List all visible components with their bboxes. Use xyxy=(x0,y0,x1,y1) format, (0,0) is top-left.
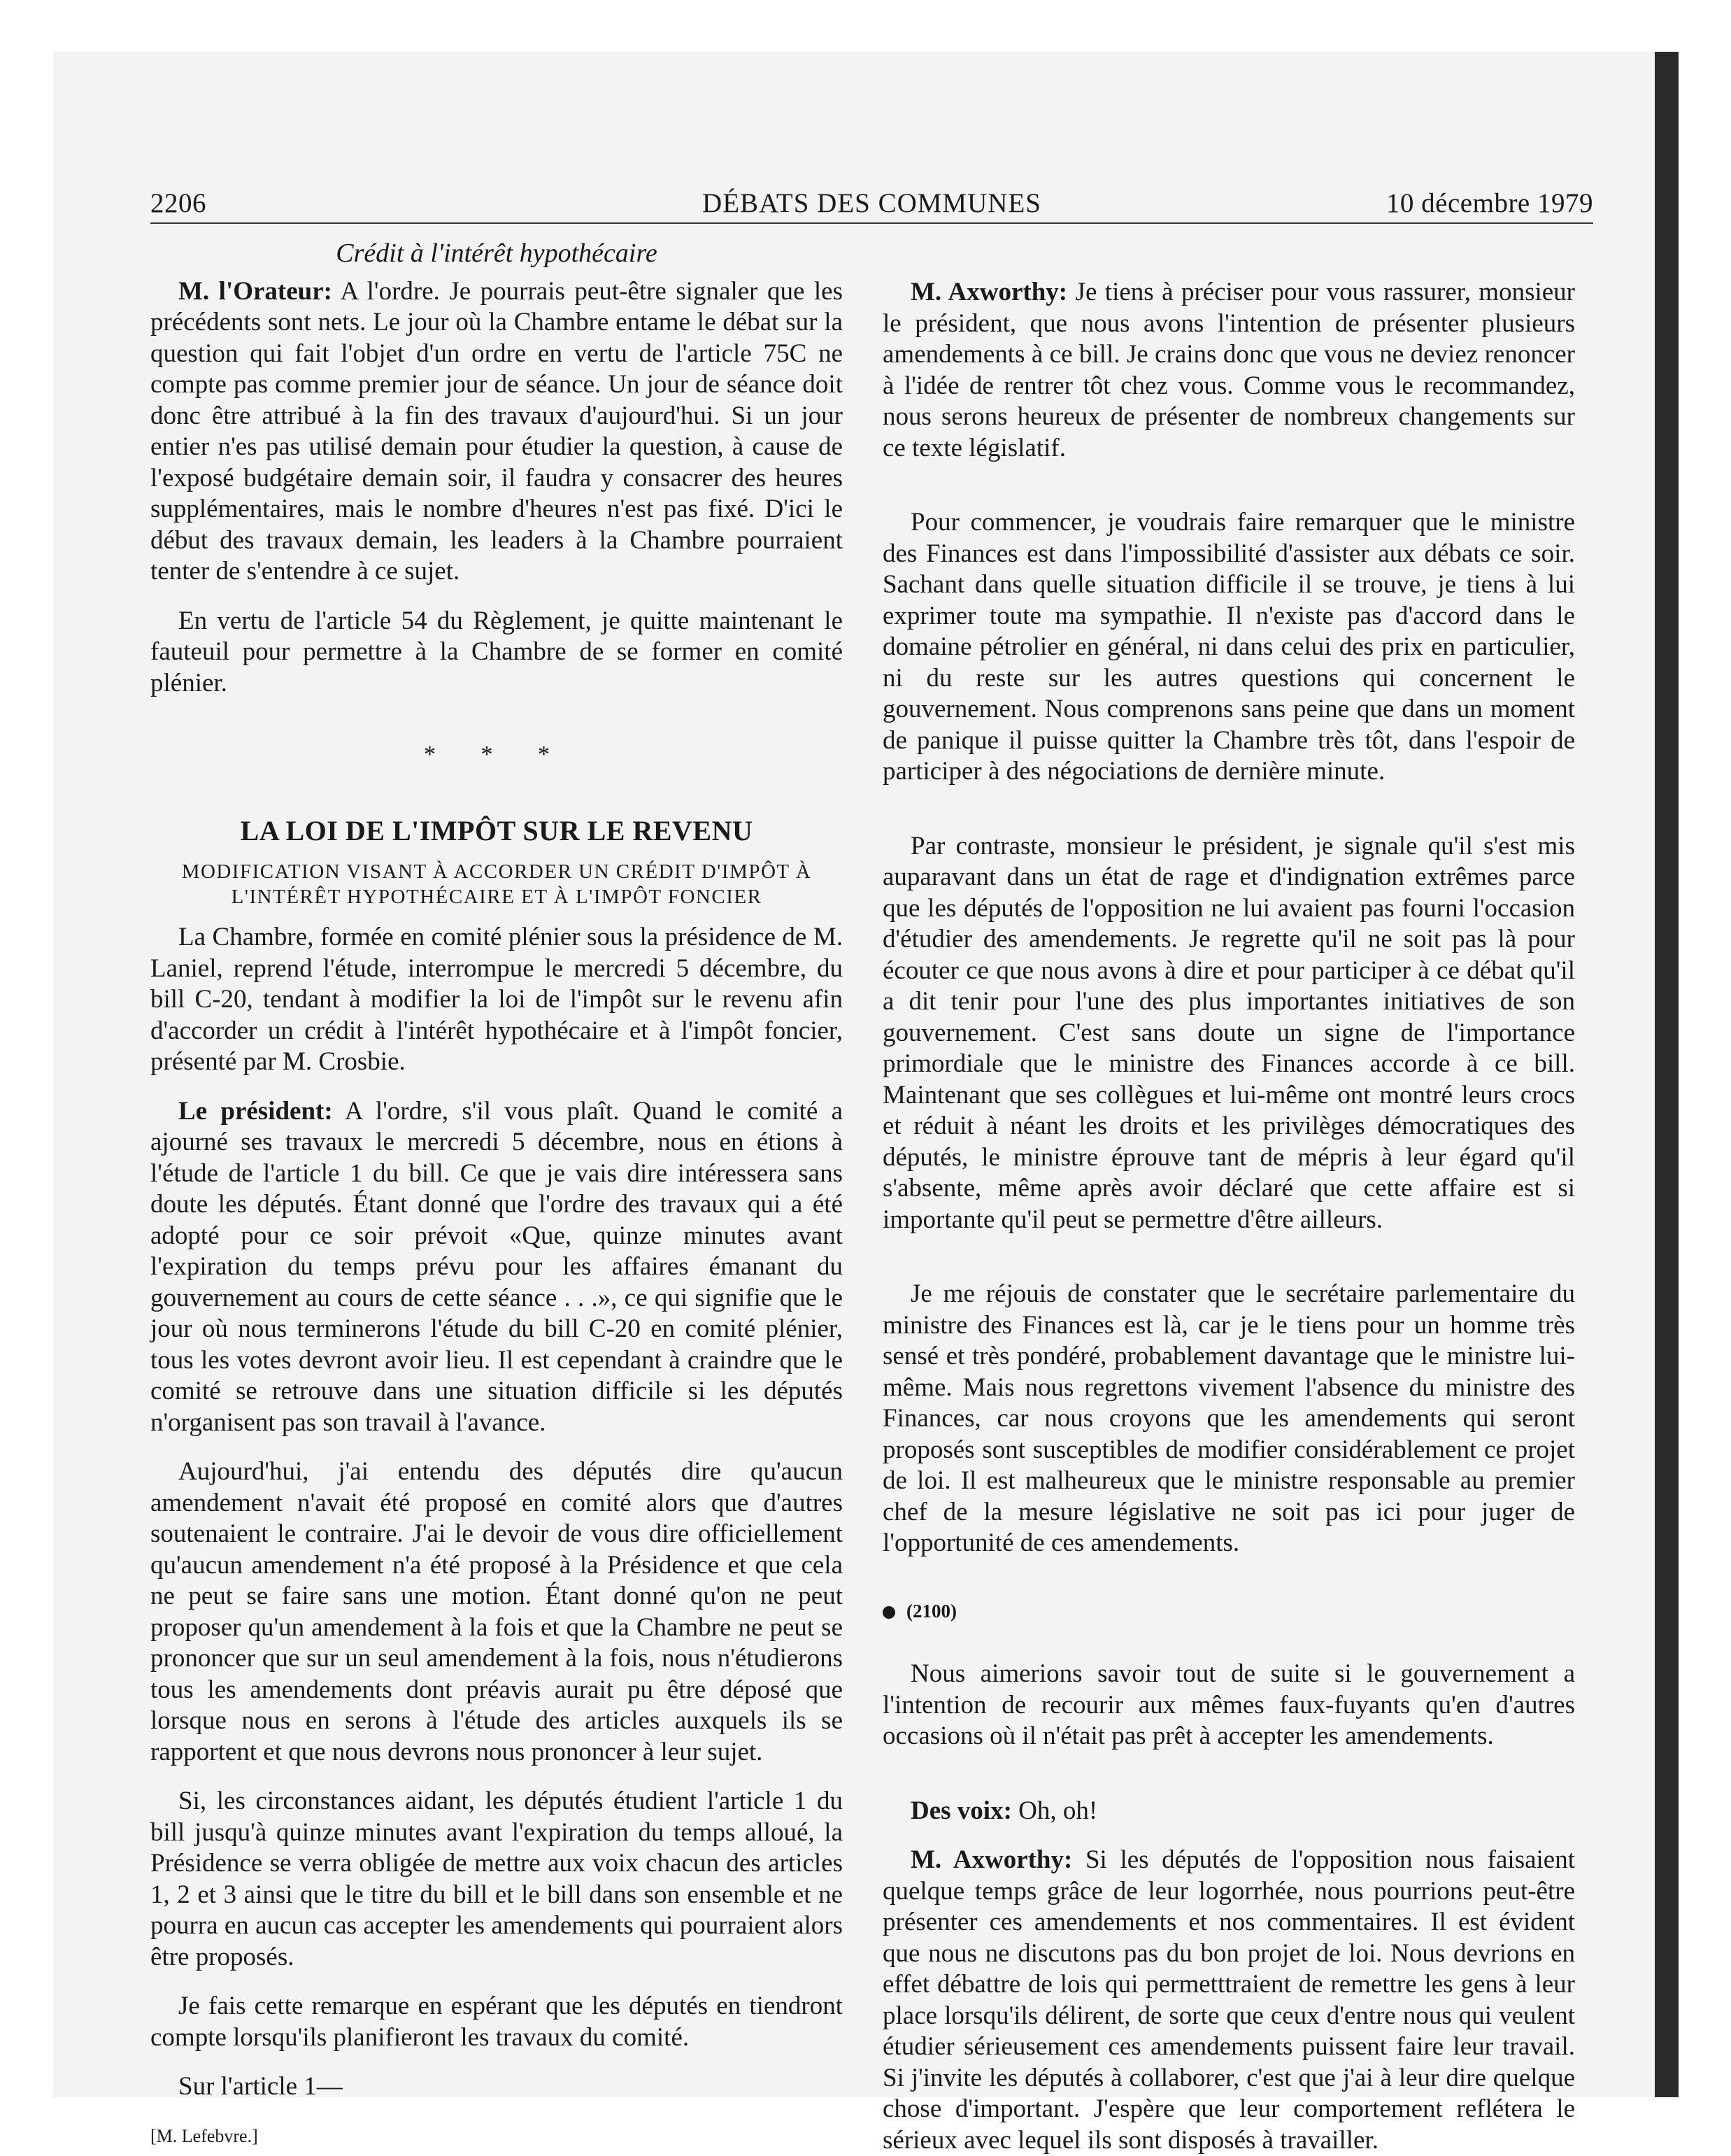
paragraph: Sur l'article 1— xyxy=(178,2072,343,2101)
speech-text: Oh, oh! xyxy=(1011,1796,1098,1825)
paragraph xyxy=(883,1845,1575,2156)
issue-date: 10 décembre 1979 xyxy=(1385,188,1593,218)
speaker-name: M. l'Orateur: xyxy=(178,276,332,306)
running-head xyxy=(150,187,1593,224)
speech-text: A l'ordre, s'il vous plaît. Quand le comité a ajourné ses travaux le mercredi 5 décembre, nous en étions à l'étude de l'article 1 du bill. Ce que je vais dire intéressera sans doute les députés. Étant donné que l'ordre des travaux qui a été adopté pour ce soir prévoit «Que, quinze minutes avant l'expiration du temps prévu pour les affaires émanant du gouvernement au cours de cette séance . . .», ce qui signifie que le jour où nous terminerons l'étude du bill C-20 en comité plénier, tous les votes devront avoir lieu. Il est cependant à craindre que le comité se retrouve dans une situation difficile si les députés n'organisent pas son travail à l'avance. xyxy=(150,1096,843,1437)
time-marker-text: (2100) xyxy=(906,1600,957,1622)
speech-text: A l'ordre. Je pourrais peut-être signaler que les précédents sont nets. Le jour où la Chambre entame le débat sur la question qui fait l'objet d'un ordre en vertu de l'article 75C ne compte pas comme premier jour de séance. Un jour de séance doit donc être attribué à la fin des travaux d'aujourd'hui. Si un jour entier n'es pas utilisé demain pour étudier la question, à cause de l'exposé budgétaire demain soir, il faudra y consacrer des heures supplémentaires, mais le nombre d'heures n'est pas fixé. D'ici le début des travaux demain, les leaders à la Chambre pourraient tenter de s'entendre à ce sujet. xyxy=(150,276,843,586)
speaker-name: Le président: xyxy=(178,1096,333,1126)
right-column xyxy=(883,277,1575,2156)
subject-heading: Crédit à l'intérêt hypothécaire xyxy=(336,239,657,268)
paragraph xyxy=(883,277,1575,464)
paragraph: Je fais cette remarque en espérant que les députés en tiendront compte lorsqu'ils planifieront les travaux du comité. xyxy=(150,1992,843,2052)
paragraph xyxy=(150,276,843,588)
header-rule xyxy=(150,222,1593,224)
scan-edge-bar xyxy=(1655,52,1679,2097)
paragraph: Nous aimerions savoir tout de suite si le gouvernement a l'intention de recourir aux mêmes faux-fuyants qu'en d'autres occasions où il n'était pas prêt à accepter les amendements. xyxy=(883,1659,1575,1750)
act-subtitle: MODIFICATION VISANT À ACCORDER UN CRÉDIT D'IMPÔT À L'INTÉRÊT HYPOTHÉCAIRE ET À L'IMPÔT FONCIER xyxy=(181,860,812,908)
paragraph: Je me réjouis de constater que le secrétaire parlementaire du ministre des Finances est là, car je le tiens pour un homme très sensé et très pondéré, probablement davantage que le ministre lui-même. Mais nous regrettons vivement l'absence du ministre des Finances, car nous croyons que les amendements qui seront proposés sont susceptibles de modifier considérablement ce projet de loi. Il est malheureux que le ministre responsable au premier chef de la mesure législative ne soit pas ici pour juger de l'opportunité de ces amendements. xyxy=(883,1279,1575,1557)
paragraph xyxy=(883,1796,1575,1827)
time-marker xyxy=(883,1596,1575,1627)
speaker-name: M. Axworthy: xyxy=(911,1845,1073,1874)
paragraph: Pour commencer, je voudrais faire remarquer que le ministre des Finances est dans l'impossibilité d'assister aux débats ce soir. Sachant dans quelle situation difficile il se trouve, je tiens à lui exprimer toute ma sympathie. Il n'existe pas d'accord dans le domaine pétrolier en général, ni dans celui des prix en particulier, ni du reste sur les autres questions qui concernent le gouvernement. Nous comprenons sans peine que dans un moment de panique il puisse quitter la Chambre très tôt, dans l'espoir de participer à des négociations de dernière minute. xyxy=(883,508,1575,786)
paragraph: Aujourd'hui, j'ai entendu des députés dire qu'aucun amendement n'avait été proposé en comité alors que d'autres soutenaient le contraire. J'ai le devoir de vous dire officiellement qu'aucun amendement n'a été proposé à la Présidence et que cela ne peut se faire sans une motion. Étant donné qu'on ne peut proposer qu'un amendement à la fois et que la Chambre ne peut se prononcer que sur un seul amendement à la fois, nous n'étudierons tous les amendements dont préavis aurait pu être déposé que lorsque nous en serons à l'étude des articles auxquels ils se rapportent et que nous devrons nous prononcer à leur sujet. xyxy=(150,1457,843,1766)
paragraph: Par contraste, monsieur le président, je signale qu'il s'est mis auparavant dans un état de rage et d'indignation extrêmes parce que les députés de l'opposition ne lui avaient pas fourni l'occasion d'étudier des amendements. Je regrette qu'il ne soit pas là pour écouter ce que nous avons à dire et pour participer à ce débat qu'il a dit tenir pour l'une des plus importantes initiatives de son gouvernement. C'est sans doute un signe de l'importance primordiale que le ministre des Finances accorde à ce bill. Maintenant que ses collègues et lui-même ont montré leurs crocs et réduit à néant les droits et les privilèges démocratiques des députés, le ministre éprouve tant de mépris à leur égard qu'il s'absente, même après avoir déclaré que cette affaire est si importante qu'il peut se permettre d'être ailleurs. xyxy=(883,831,1575,1234)
section-separator: * * * xyxy=(424,742,569,767)
paragraph: Si, les circonstances aidant, les députés étudient l'article 1 du bill jusqu'à quinze minutes avant l'expiration du temps alloué, la Présidence se verra obligée de mettre aux voix chacun des articles 1, 2 et 3 ainsi que le titre du bill et le bill dans son ensemble et ne pourra en aucun cas accepter les amendements qui pourraient alors être proposés. xyxy=(150,1787,843,1971)
act-title: LA LOI DE L'IMPÔT SUR LE REVENU xyxy=(240,814,753,846)
speaker-name: Des voix: xyxy=(911,1796,1012,1825)
page-number: 2206 xyxy=(150,188,206,218)
speech-text: Si les députés de l'opposition nous faisaient quelque temps grâce de leur logorrhée, nous pourrions peut-être présenter ces amendements et nos commentaires. Il est évident que nous ne discutons pas du bon projet de loi. Nous devrions en effet débattre de lois qui permetttraient de remettre les gens à leur place lorsqu'ils délirent, de sorte que ceux d'entre nous qui veulent étudier sérieusement ces amendements puissent faire leur travail. Si j'invite les députés à collaborer, c'est que j'ai à leur dire quelque chose d'important. J'espère que leur comportement reflétera le sérieux avec lequel ils sont disposés à travailler. xyxy=(883,1845,1575,2155)
paragraph xyxy=(150,1096,843,1439)
speaker-name: M. Axworthy: xyxy=(911,278,1068,306)
left-column xyxy=(150,238,843,2152)
footer-speaker-name: [M. Lefebvre.] xyxy=(150,2125,258,2146)
paragraph: En vertu de l'article 54 du Règlement, je quitte maintenant le fauteuil pour permettre à la Chambre de se former en comité plénier. xyxy=(150,606,843,697)
speech-text: Je tiens à préciser pour vous rassurer, monsieur le président, que nous avons l'intention de présenter plusieurs amendements à ce bill. Je crains donc que vous ne deviez renoncer à l'idée de rentrer tôt chez vous. Comme vous le recommandez, nous serons heureux de présenter de nombreux changements sur ce texte législatif. xyxy=(883,278,1575,462)
paragraph: La Chambre, formée en comité plénier sous la présidence de M. Laniel, reprend l'étude, interrompue le mercredi 5 décembre, du bill C-20, tendant à modifier la loi de l'impôt sur le revenu afin d'accorder un crédit à l'intérêt hypothécaire et à l'impôt foncier, présenté par M. Crosbie. xyxy=(150,923,843,1076)
bullet-icon xyxy=(883,1606,895,1619)
journal-title: DÉBATS DES COMMUNES xyxy=(702,188,1041,218)
